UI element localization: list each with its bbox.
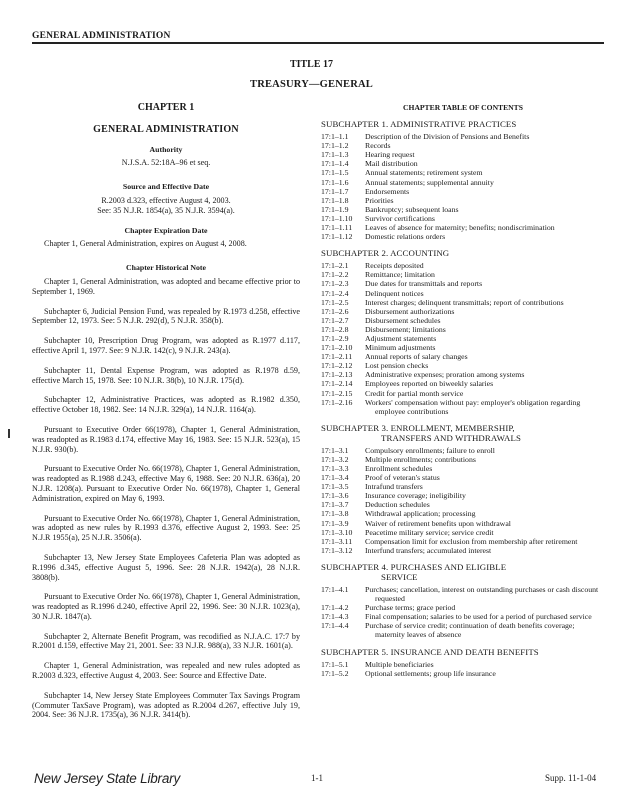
subchapter-heading bbox=[321, 248, 605, 258]
section-number: 17:1–2.16 bbox=[321, 397, 353, 407]
toc-entry bbox=[321, 660, 605, 669]
section-number: 17:1–3.10 bbox=[321, 527, 353, 537]
section-title: Annual statements; supplemental annuity bbox=[365, 177, 494, 187]
history-paragraph: Pursuant to Executive Order No. 66(1978), Chapter 1, General Administration, was readopted as R.1996 d.240, effective April 22, 1996. See: 30 N.J.R. 1023(a), 30 N.J.R. 1847(a). bbox=[32, 592, 300, 621]
toc-entry bbox=[321, 500, 605, 509]
toc-entry bbox=[321, 482, 605, 491]
toc-entry bbox=[321, 334, 605, 343]
section-title: Disbursement authorizations bbox=[365, 306, 455, 316]
table-of-contents bbox=[321, 100, 605, 678]
subchapter-title-continued: TRANSFERS AND WITHDRAWALS bbox=[381, 432, 521, 443]
section-title: Hearing request bbox=[365, 150, 415, 160]
toc-entry bbox=[321, 621, 605, 639]
toc-entry bbox=[321, 214, 605, 223]
subchapter-heading bbox=[321, 119, 605, 129]
toc-entry bbox=[321, 669, 605, 678]
toc-entry bbox=[321, 491, 605, 500]
section-number: 17:1–2.8 bbox=[321, 324, 349, 334]
section-title: Records bbox=[365, 141, 391, 151]
source-line: R.2003 d.323, effective August 4, 2003. bbox=[101, 195, 231, 205]
subchapter-title: SUBCHAPTER 1. ADMINISTRATIVE PRACTICES bbox=[321, 119, 517, 130]
subchapter-title: SUBCHAPTER 4. PURCHASES AND ELIGIBLE bbox=[321, 561, 507, 572]
history-paragraph: Chapter 1, General Administration, was repealed and new rules adopted as R.2003 d.323, effective August 4, 2003. See: Source and Effective Date. bbox=[32, 661, 300, 681]
section-title: Credit for partial month service bbox=[365, 388, 464, 398]
section-number: 17:1–2.4 bbox=[321, 288, 349, 298]
section-title: Adjustment statements bbox=[365, 333, 437, 343]
toc-entry bbox=[321, 352, 605, 361]
toc-entry bbox=[321, 132, 605, 141]
section-number: 17:1–2.12 bbox=[321, 361, 353, 371]
section-number: 17:1–1.12 bbox=[321, 232, 353, 242]
section-number: 17:1–1.7 bbox=[321, 186, 349, 196]
section-number: 17:1–2.7 bbox=[321, 315, 349, 325]
toc-entry bbox=[321, 546, 605, 555]
section-title: Intrafund transfers bbox=[365, 482, 423, 492]
section-title: Multiple beneficiaries bbox=[365, 659, 434, 669]
toc-entry bbox=[321, 141, 605, 150]
toc-entry bbox=[321, 223, 605, 232]
history-paragraph: Chapter 1, General Administration, was adopted and became effective prior to September 1, 1969. bbox=[32, 276, 300, 296]
section-number: 17:1–2.1 bbox=[321, 261, 349, 271]
toc-entry bbox=[321, 270, 605, 279]
section-number: 17:1–5.2 bbox=[321, 668, 349, 678]
section-title: Survivor certifications bbox=[365, 213, 435, 223]
section-number: 17:1–1.9 bbox=[321, 204, 349, 214]
history-paragraph: Pursuant to Executive Order 66(1978), Chapter 1, General Administration, was readopted as R.1983 d.174, effective May 16, 1983. See: 15 N.J.R. 523(a), 15 N.J.R. 930(b). bbox=[32, 424, 300, 454]
toc-entry bbox=[321, 325, 605, 334]
section-number: 17:1–1.2 bbox=[321, 141, 349, 151]
toc-entry bbox=[321, 178, 605, 187]
history-paragraph: Pursuant to Executive Order No. 66(1978), Chapter 1, General Administration, was adopted as new rules by R.1993 d.376, effective August 2, 1993. See: 25 N.J.R 1955(a), 25 N.J.R. 3506(a). bbox=[32, 513, 300, 543]
section-number: 17:1–1.6 bbox=[321, 177, 349, 187]
toc-entry bbox=[321, 361, 605, 370]
section-title: Peacetime military service; service credit bbox=[365, 527, 494, 537]
toc-entry bbox=[321, 343, 605, 352]
history-paragraph: Subchapter 12, Administrative Practices, was adopted as R.1982 d.350, effective October 18, 1982. See: 14 N.J.R. 329(a), 14 N.J.R. 1164(a). bbox=[32, 395, 300, 415]
section-number: 17:1–2.9 bbox=[321, 333, 349, 343]
section-number: 17:1–4.3 bbox=[321, 612, 349, 622]
section-number: 17:1–1.8 bbox=[321, 195, 349, 205]
toc-entry bbox=[321, 537, 605, 546]
section-title: Remittance; limitation bbox=[365, 270, 435, 280]
chapter-number: CHAPTER 1 bbox=[137, 102, 195, 113]
section-title: Waiver of retirement benefits upon withdrawal bbox=[365, 518, 511, 528]
section-title: Disbursement schedules bbox=[365, 315, 441, 325]
section-number: 17:1–2.11 bbox=[321, 352, 353, 362]
toc-entry bbox=[321, 603, 605, 612]
toc-entry bbox=[321, 205, 605, 214]
subchapter-heading bbox=[321, 647, 605, 657]
section-title: Delinquent notices bbox=[365, 288, 424, 298]
section-number: 17:1–4.4 bbox=[321, 621, 349, 631]
section-number: 17:1–4.2 bbox=[321, 603, 349, 613]
subchapter-title: SUBCHAPTER 2. ACCOUNTING bbox=[321, 248, 450, 259]
section-number: 17:1–2.3 bbox=[321, 279, 349, 289]
subchapter-heading bbox=[321, 562, 605, 582]
toc-entry bbox=[321, 289, 605, 298]
section-number: 17:1–1.5 bbox=[321, 168, 349, 178]
section-title: Insurance coverage; ineligibility bbox=[365, 491, 466, 501]
section-title: Disbursement; limitations bbox=[365, 324, 446, 334]
section-title: Domestic relations orders bbox=[365, 232, 446, 242]
toc-entry bbox=[321, 187, 605, 196]
section-title: Leaves of absence for maternity; benefits; nondiscrimination bbox=[365, 223, 555, 233]
history-paragraph: Subchapter 2, Alternate Benefit Program, was recodified as N.J.A.C. 17:7 by R.2001 d.159, effective May 21, 2001. See: 33 N.J.R. 988(a), 33 N.J.R. 1601(a). bbox=[32, 631, 300, 651]
toc-entry bbox=[321, 519, 605, 528]
running-head: GENERAL ADMINISTRATION bbox=[32, 31, 171, 41]
toc-heading: CHAPTER TABLE OF CONTENTS bbox=[403, 103, 523, 112]
history-paragraph: Subchapter 11, Dental Expense Program, was adopted as R.1978 d.59, effective March 15, 1978. See: 10 N.J.R. 38(b), 10 N.J.R. 175(d). bbox=[32, 365, 300, 385]
section-title: Employees reported on biweekly salaries bbox=[365, 379, 494, 389]
margin-mark bbox=[8, 429, 10, 438]
toc-entry bbox=[321, 528, 605, 537]
source-line: See: 35 N.J.R. 1854(a), 35 N.J.R. 3594(a). bbox=[97, 205, 235, 215]
library-watermark: New Jersey State Library bbox=[34, 771, 181, 786]
toc-entry bbox=[321, 379, 605, 388]
expiration-text: Chapter 1, General Administration, expires on August 4, 2008. bbox=[44, 239, 247, 249]
section-number: 17:1–1.11 bbox=[321, 223, 353, 233]
section-title: Due dates for transmittals and reports bbox=[365, 279, 483, 289]
toc-entry bbox=[321, 464, 605, 473]
section-title: Workers' compensation without pay: employer's obligation regarding employee contributions bbox=[365, 397, 581, 416]
toc-entry bbox=[321, 279, 605, 288]
toc-entry bbox=[321, 389, 605, 398]
subchapter-title-continued: SERVICE bbox=[381, 571, 418, 582]
toc-entry bbox=[321, 446, 605, 455]
section-number: 17:1–2.15 bbox=[321, 388, 353, 398]
section-number: 17:1–3.5 bbox=[321, 482, 349, 492]
section-title: Minimum adjustments bbox=[365, 343, 436, 353]
history-paragraph: Subchapter 13, New Jersey State Employees Cafeteria Plan was adopted as R.1996 d.345, effective August 5, 1996. See: 28 N.J.R. 1942(a), 28 N.J.R. 3808(b). bbox=[32, 552, 300, 582]
section-title: Priorities bbox=[365, 195, 394, 205]
section-title: Purchases; cancellation, interest on outstanding purchases or cash discount requested bbox=[365, 584, 599, 604]
section-number: 17:1–3.2 bbox=[321, 454, 349, 464]
section-title: Interfund transfers; accumulated interest bbox=[365, 545, 492, 555]
supplement-date: Supp. 11-1-04 bbox=[545, 773, 597, 783]
history-paragraph: Pursuant to Executive Order No. 66(1978), Chapter 1, General Administration, was readopted as R.1988 d.243, effective May 6, 1988. See: 20 N.J.R. 636(a), 20 N.J.R. 1208(a). Pursuant to Executive Order No. 66(1978), Chapter 1, General Administration, expired on May 6, 1993. bbox=[32, 464, 300, 503]
authority-heading: Authority bbox=[149, 144, 183, 154]
title-name: TREASURY—GENERAL bbox=[249, 79, 374, 90]
source-heading: Source and Effective Date bbox=[122, 182, 210, 192]
section-title: Bankruptcy; subsequent loans bbox=[365, 204, 459, 214]
section-number: 17:1–2.13 bbox=[321, 370, 353, 380]
section-title: Endorsements bbox=[365, 186, 410, 196]
section-number: 17:1–3.11 bbox=[321, 536, 353, 546]
expiration-heading: Chapter Expiration Date bbox=[124, 225, 208, 235]
toc-entry bbox=[321, 398, 605, 416]
section-number: 17:1–3.1 bbox=[321, 445, 349, 455]
section-title: Optional settlements; group life insurance bbox=[365, 668, 496, 678]
toc-entry bbox=[321, 150, 605, 159]
section-number: 17:1–1.1 bbox=[321, 132, 349, 142]
history-heading: Chapter Historical Note bbox=[126, 263, 206, 273]
section-number: 17:1–3.6 bbox=[321, 491, 349, 501]
section-number: 17:1–3.7 bbox=[321, 500, 349, 510]
section-title: Administrative expenses; proration among systems bbox=[365, 370, 525, 380]
page-number: 1-1 bbox=[311, 773, 323, 783]
subchapter-title: SUBCHAPTER 3. ENROLLMENT, MEMBERSHIP, bbox=[321, 422, 515, 433]
section-number: 17:1–2.14 bbox=[321, 379, 353, 389]
toc-entry bbox=[321, 232, 605, 241]
history-paragraph: Subchapter 10, Prescription Drug Program, was adopted as R.1977 d.117, effective April 1, 1977. See: 9 N.J.R. 142(c), 9 N.J.R. 243(a). bbox=[32, 336, 300, 355]
toc-entry bbox=[321, 168, 605, 177]
section-number: 17:1–3.3 bbox=[321, 464, 349, 473]
section-title: Compulsory enrollments; failure to enroll bbox=[365, 445, 495, 455]
section-number: 17:1–4.1 bbox=[321, 584, 349, 594]
history-paragraph: Subchapter 6, Judicial Pension Fund, was repealed by R.1973 d.258, effective September 12, 1973. See: 5 N.J.R. 292(d), 5 N.J.R. 358(b). bbox=[32, 306, 300, 326]
section-title: Deduction schedules bbox=[365, 500, 430, 510]
section-title: Mail distribution bbox=[365, 159, 418, 169]
section-title: Purchase of service credit; continuation of death benefits coverage; maternity leaves of absence bbox=[365, 621, 575, 640]
section-title: Receipts deposited bbox=[365, 261, 424, 271]
toc-entry bbox=[321, 370, 605, 379]
section-title: Proof of veteran's status bbox=[365, 473, 440, 483]
toc-entry bbox=[321, 316, 605, 325]
toc-entry bbox=[321, 509, 605, 518]
authority-text: N.J.S.A. 52:18A–96 et seq. bbox=[121, 158, 211, 168]
toc-entry bbox=[321, 196, 605, 205]
section-number: 17:1–1.3 bbox=[321, 150, 349, 160]
subchapter-title: SUBCHAPTER 5. INSURANCE AND DEATH BENEFITS bbox=[321, 646, 539, 657]
toc-entry bbox=[321, 455, 605, 464]
section-title: Description of the Division of Pensions and Benefits bbox=[365, 132, 530, 142]
history-paragraph: Subchapter 14, New Jersey State Employees Commuter Tax Savings Program (Commuter TaxSave Program), was adopted as R.2004 d.267, effective July 19, 2004. See: 36 N.J.R. 1735(a), 36 N.J.R. 3414(b). bbox=[32, 690, 300, 720]
toc-entry bbox=[321, 585, 605, 603]
section-number: 17:1–3.4 bbox=[321, 473, 349, 483]
section-title: Multiple enrollments; contributions bbox=[365, 454, 476, 464]
header-rule bbox=[32, 42, 604, 44]
section-number: 17:1–1.4 bbox=[321, 159, 349, 169]
section-number: 17:1–2.6 bbox=[321, 306, 349, 316]
toc-entry bbox=[321, 298, 605, 307]
toc-entry bbox=[321, 261, 605, 270]
section-title: Compensation limit for exclusion from membership after retirement bbox=[365, 536, 578, 546]
section-title: Annual reports of salary changes bbox=[365, 352, 468, 362]
section-title: Final compensation; salaries to be used for a period of purchased service bbox=[365, 612, 592, 622]
section-number: 17:1–3.12 bbox=[321, 545, 353, 555]
title-number: TITLE 17 bbox=[289, 59, 334, 70]
section-number: 17:1–2.5 bbox=[321, 297, 349, 307]
section-title: Interest charges; delinquent transmittals; report of contributions bbox=[365, 297, 564, 307]
section-number: 17:1–2.2 bbox=[321, 270, 349, 280]
left-column bbox=[32, 100, 300, 720]
subchapter-heading bbox=[321, 423, 605, 443]
section-number: 17:1–3.8 bbox=[321, 509, 349, 519]
section-number: 17:1–2.10 bbox=[321, 343, 353, 353]
toc-entry bbox=[321, 612, 605, 621]
toc-entry bbox=[321, 307, 605, 316]
section-title: Withdrawal application; processing bbox=[365, 509, 476, 519]
section-number: 17:1–1.10 bbox=[321, 213, 353, 223]
chapter-name: GENERAL ADMINISTRATION bbox=[93, 123, 239, 135]
section-title: Lost pension checks bbox=[365, 361, 429, 371]
section-title: Purchase terms; grace period bbox=[365, 603, 456, 613]
section-title: Enrollment schedules bbox=[365, 464, 433, 473]
section-title: Annual statements; retirement system bbox=[365, 168, 483, 178]
toc-entry bbox=[321, 473, 605, 482]
toc-entry bbox=[321, 159, 605, 168]
section-number: 17:1–5.1 bbox=[321, 659, 349, 669]
section-number: 17:1–3.9 bbox=[321, 518, 349, 528]
